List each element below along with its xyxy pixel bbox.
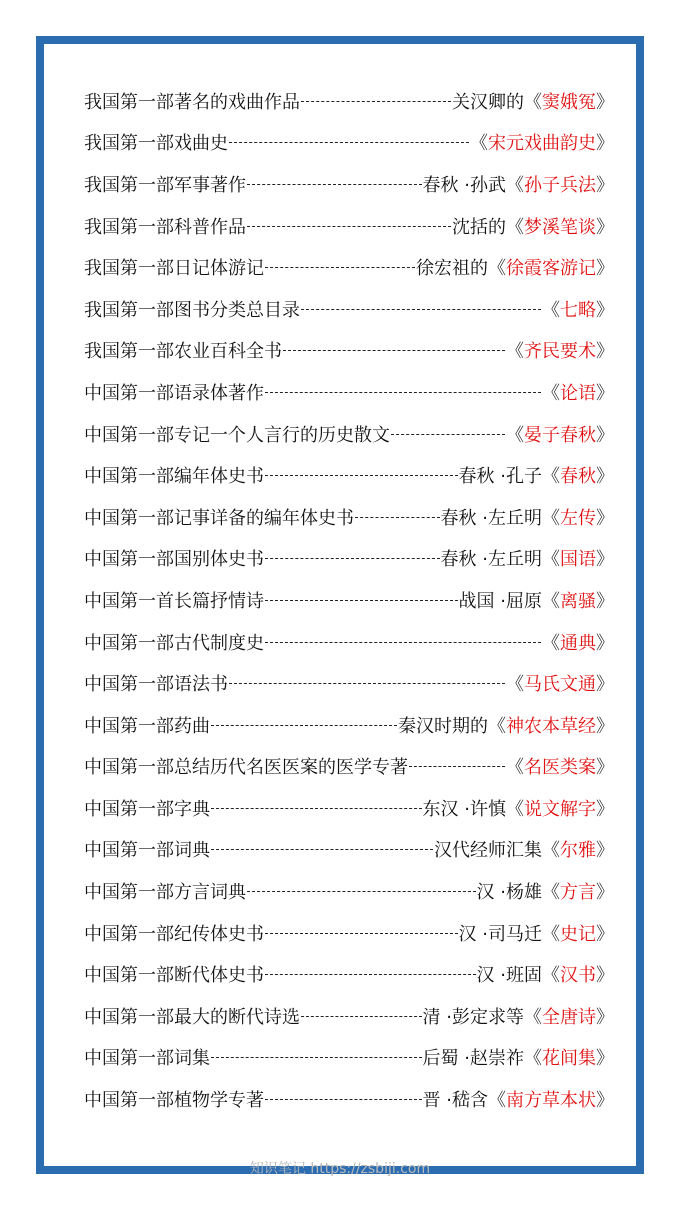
- entry-author: 晋 ·嵇含: [422, 1090, 488, 1112]
- book-quote-close: 》: [596, 549, 614, 571]
- entry-line: [84, 538, 614, 580]
- dashed-leader: [211, 1048, 422, 1066]
- entry-author: 春秋 ·孙武: [422, 174, 506, 196]
- book-quote-open: 《: [542, 840, 560, 862]
- entry-description: 我国第一部科普作品: [84, 216, 246, 238]
- entry-answer: [398, 712, 614, 738]
- document-frame: [36, 36, 644, 1174]
- entry-author: 战国 ·屈原: [458, 590, 542, 612]
- book-quote-open: 《: [542, 632, 560, 654]
- book-quote-open: 《: [506, 757, 524, 779]
- entry-answer: [477, 961, 614, 987]
- entry-line: [84, 330, 614, 372]
- dashed-leader: [229, 133, 469, 151]
- entry-answer: [506, 337, 614, 363]
- book-quote-open: 《: [506, 174, 524, 196]
- dashed-leader: [265, 258, 415, 276]
- book-quote-open: 《: [488, 715, 506, 737]
- entry-author: 后蜀 ·赵崇祚: [422, 1048, 524, 1070]
- entry-line: [84, 621, 614, 663]
- entry-answer: [423, 1044, 614, 1070]
- book-quote-open: 《: [542, 549, 560, 571]
- entry-author: 秦汉时期的: [398, 715, 488, 737]
- footer-watermark: 知识笔记 https://zsbiji.com: [249, 1161, 431, 1177]
- entry-author: 春秋 ·左丘明: [440, 549, 542, 571]
- entry-answer: [423, 1003, 614, 1029]
- entry-line: [84, 163, 614, 205]
- entry-author: 汉 ·司马迁: [458, 923, 542, 945]
- dashed-leader: [409, 757, 505, 775]
- entry-description: 我国第一部军事著作: [84, 174, 246, 196]
- entry-answer: [470, 129, 614, 155]
- book-quote-close: 》: [596, 466, 614, 488]
- entry-author: 汉 ·班固: [476, 965, 542, 987]
- entry-description: 中国第一部总结历代名医医案的医学专著: [84, 757, 408, 779]
- entry-author: 东汉 ·许慎: [422, 798, 506, 820]
- entry-author: 关汉卿的: [452, 91, 524, 113]
- entry-author: 汉代经师汇集: [434, 840, 542, 862]
- entry-description: 中国第一部断代体史书: [84, 965, 264, 987]
- entry-description: 中国第一部植物学专著: [84, 1090, 264, 1112]
- entry-book-title: 论语: [560, 382, 596, 404]
- book-quote-close: 》: [596, 341, 614, 363]
- entry-author: 春秋 ·孔子: [458, 466, 542, 488]
- entry-book-title: 春秋: [560, 466, 596, 488]
- entry-answer: [441, 545, 614, 571]
- entry-answer: [441, 504, 614, 530]
- entry-description: 中国第一部词典: [84, 840, 210, 862]
- entry-answer: [434, 836, 614, 862]
- dashed-leader: [283, 341, 505, 359]
- dashed-leader: [247, 175, 422, 193]
- entry-description: 中国第一部字典: [84, 798, 210, 820]
- entry-book-title: 名医类案: [524, 757, 596, 779]
- entry-description: 中国第一部国别体史书: [84, 549, 264, 571]
- entry-author: 汉 ·杨雄: [476, 882, 542, 904]
- entry-answer: [416, 254, 614, 280]
- entry-line: [84, 829, 614, 871]
- entry-answer: [452, 213, 614, 239]
- entry-book-title: 离骚: [560, 590, 596, 612]
- dashed-leader: [211, 716, 397, 734]
- entry-answer: [477, 878, 614, 904]
- entry-description: 中国第一部记事详备的编年体史书: [84, 507, 354, 529]
- book-quote-open: 《: [470, 133, 488, 155]
- entry-description: 中国第一部语法书: [84, 674, 228, 696]
- entry-line: [84, 579, 614, 621]
- book-quote-open: 《: [524, 91, 542, 113]
- entry-description: 我国第一部著名的戏曲作品: [84, 91, 300, 113]
- book-quote-open: 《: [488, 1090, 506, 1112]
- entry-answer: [542, 629, 614, 655]
- entry-line: [84, 496, 614, 538]
- entry-answer: [542, 379, 614, 405]
- entry-list: [84, 80, 614, 1120]
- entry-book-title: 全唐诗: [542, 1006, 596, 1028]
- entry-description: 中国第一部纪传体史书: [84, 923, 264, 945]
- entry-book-title: 左传: [560, 507, 596, 529]
- entry-book-title: 花间集: [542, 1048, 596, 1070]
- book-quote-close: 》: [596, 840, 614, 862]
- dashed-leader: [301, 1007, 422, 1025]
- book-quote-open: 《: [524, 1048, 542, 1070]
- dashed-leader: [301, 300, 541, 318]
- entry-description: 中国第一部药曲: [84, 715, 210, 737]
- entry-line: [84, 995, 614, 1037]
- entry-book-title: 七略: [560, 299, 596, 321]
- book-quote-open: 《: [542, 882, 560, 904]
- entry-description: 中国第一部最大的断代诗选: [84, 1006, 300, 1028]
- entry-answer: [506, 753, 614, 779]
- entry-book-title: 通典: [560, 632, 596, 654]
- dashed-leader: [265, 633, 541, 651]
- entry-book-title: 神农本草经: [506, 715, 596, 737]
- book-quote-close: 》: [596, 632, 614, 654]
- entry-line: [84, 454, 614, 496]
- entry-line: [84, 787, 614, 829]
- dashed-leader: [247, 217, 451, 235]
- entry-description: 中国第一首长篇抒情诗: [84, 590, 264, 612]
- book-quote-close: 》: [596, 757, 614, 779]
- entry-book-title: 说文解字: [524, 798, 596, 820]
- entry-line: [84, 80, 614, 122]
- entry-book-title: 国语: [560, 549, 596, 571]
- book-quote-open: 《: [506, 798, 524, 820]
- book-quote-close: 》: [596, 133, 614, 155]
- dashed-leader: [265, 1090, 422, 1108]
- dashed-leader: [265, 965, 476, 983]
- entry-book-title: 方言: [560, 882, 596, 904]
- book-quote-close: 》: [596, 882, 614, 904]
- dashed-leader: [247, 882, 476, 900]
- entry-answer: [423, 1086, 614, 1112]
- dashed-leader: [355, 508, 440, 526]
- book-quote-close: 》: [596, 382, 614, 404]
- entry-answer: [423, 795, 614, 821]
- entry-description: 我国第一部图书分类总目录: [84, 299, 300, 321]
- entry-book-title: 窦娥冤: [542, 91, 596, 113]
- book-quote-close: 》: [596, 507, 614, 529]
- dashed-leader: [265, 591, 458, 609]
- dashed-leader: [265, 383, 541, 401]
- book-quote-close: 》: [596, 965, 614, 987]
- book-quote-open: 《: [506, 216, 524, 238]
- book-quote-close: 》: [596, 258, 614, 280]
- dashed-leader: [265, 924, 458, 942]
- book-quote-close: 》: [596, 299, 614, 321]
- book-quote-open: 《: [506, 341, 524, 363]
- book-quote-open: 《: [542, 590, 560, 612]
- entry-book-title: 汉书: [560, 965, 596, 987]
- dashed-leader: [265, 549, 440, 567]
- entry-description: 中国第一部语录体著作: [84, 382, 264, 404]
- entry-description: 中国第一部编年体史书: [84, 466, 264, 488]
- entry-answer: [506, 421, 614, 447]
- book-quote-close: 》: [596, 1048, 614, 1070]
- dashed-leader: [229, 674, 505, 692]
- book-quote-open: 《: [542, 466, 560, 488]
- book-quote-close: 》: [596, 216, 614, 238]
- entry-line: [84, 205, 614, 247]
- book-quote-close: 》: [596, 715, 614, 737]
- book-quote-open: 《: [542, 382, 560, 404]
- entry-line: [84, 746, 614, 788]
- entry-description: 我国第一部农业百科全书: [84, 341, 282, 363]
- book-quote-close: 》: [596, 174, 614, 196]
- book-quote-close: 》: [596, 1090, 614, 1112]
- book-quote-close: 》: [596, 798, 614, 820]
- entry-line: [84, 704, 614, 746]
- dashed-leader: [211, 799, 422, 817]
- entry-book-title: 宋元戏曲韵史: [488, 133, 596, 155]
- book-quote-close: 》: [596, 424, 614, 446]
- entry-answer: [542, 296, 614, 322]
- book-quote-open: 《: [524, 1006, 542, 1028]
- book-quote-open: 《: [542, 299, 560, 321]
- entry-line: [84, 413, 614, 455]
- entry-line: [84, 1078, 614, 1120]
- entry-description: 中国第一部词集: [84, 1048, 210, 1070]
- book-quote-close: 》: [596, 91, 614, 113]
- entry-book-title: 南方草本状: [506, 1090, 596, 1112]
- entry-author: 徐宏祖的: [416, 258, 488, 280]
- book-quote-close: 》: [596, 923, 614, 945]
- dashed-leader: [265, 466, 458, 484]
- entry-book-title: 孙子兵法: [524, 174, 596, 196]
- book-quote-open: 《: [542, 507, 560, 529]
- entry-line: [84, 953, 614, 995]
- entry-author: 春秋 ·左丘明: [440, 507, 542, 529]
- entry-description: 中国第一部方言词典: [84, 882, 246, 904]
- entry-answer: [506, 670, 614, 696]
- entry-line: [84, 912, 614, 954]
- entry-description: 中国第一部古代制度史: [84, 632, 264, 654]
- entry-book-title: 徐霞客游记: [506, 258, 596, 280]
- book-quote-close: 》: [596, 674, 614, 696]
- entry-answer: [423, 171, 614, 197]
- entry-line: [84, 246, 614, 288]
- entry-line: [84, 371, 614, 413]
- entry-author: 沈括的: [452, 216, 506, 238]
- entry-book-title: 齐民要术: [524, 341, 596, 363]
- entry-answer: [459, 462, 614, 488]
- entry-answer: [459, 920, 614, 946]
- entry-answer: [459, 587, 614, 613]
- book-quote-open: 《: [542, 923, 560, 945]
- book-quote-open: 《: [506, 674, 524, 696]
- entry-line: [84, 288, 614, 330]
- entry-book-title: 梦溪笔谈: [524, 216, 596, 238]
- book-quote-close: 》: [596, 1006, 614, 1028]
- entry-line: [84, 122, 614, 164]
- entry-line: [84, 870, 614, 912]
- entry-author: 清 ·彭定求等: [422, 1006, 524, 1028]
- book-quote-open: 《: [506, 424, 524, 446]
- dashed-leader: [391, 425, 505, 443]
- dashed-leader: [301, 92, 451, 110]
- entry-line: [84, 1037, 614, 1079]
- entry-book-title: 晏子春秋: [524, 424, 596, 446]
- entry-description: 我国第一部戏曲史: [84, 133, 228, 155]
- entry-line: [84, 662, 614, 704]
- book-quote-open: 《: [542, 965, 560, 987]
- book-quote-close: 》: [596, 590, 614, 612]
- entry-book-title: 马氏文通: [524, 674, 596, 696]
- entry-description: 我国第一部日记体游记: [84, 258, 264, 280]
- entry-description: 中国第一部专记一个人言行的历史散文: [84, 424, 390, 446]
- entry-book-title: 尔雅: [560, 840, 596, 862]
- book-quote-open: 《: [488, 258, 506, 280]
- entry-book-title: 史记: [560, 923, 596, 945]
- dashed-leader: [211, 840, 433, 858]
- entry-answer: [452, 88, 614, 114]
